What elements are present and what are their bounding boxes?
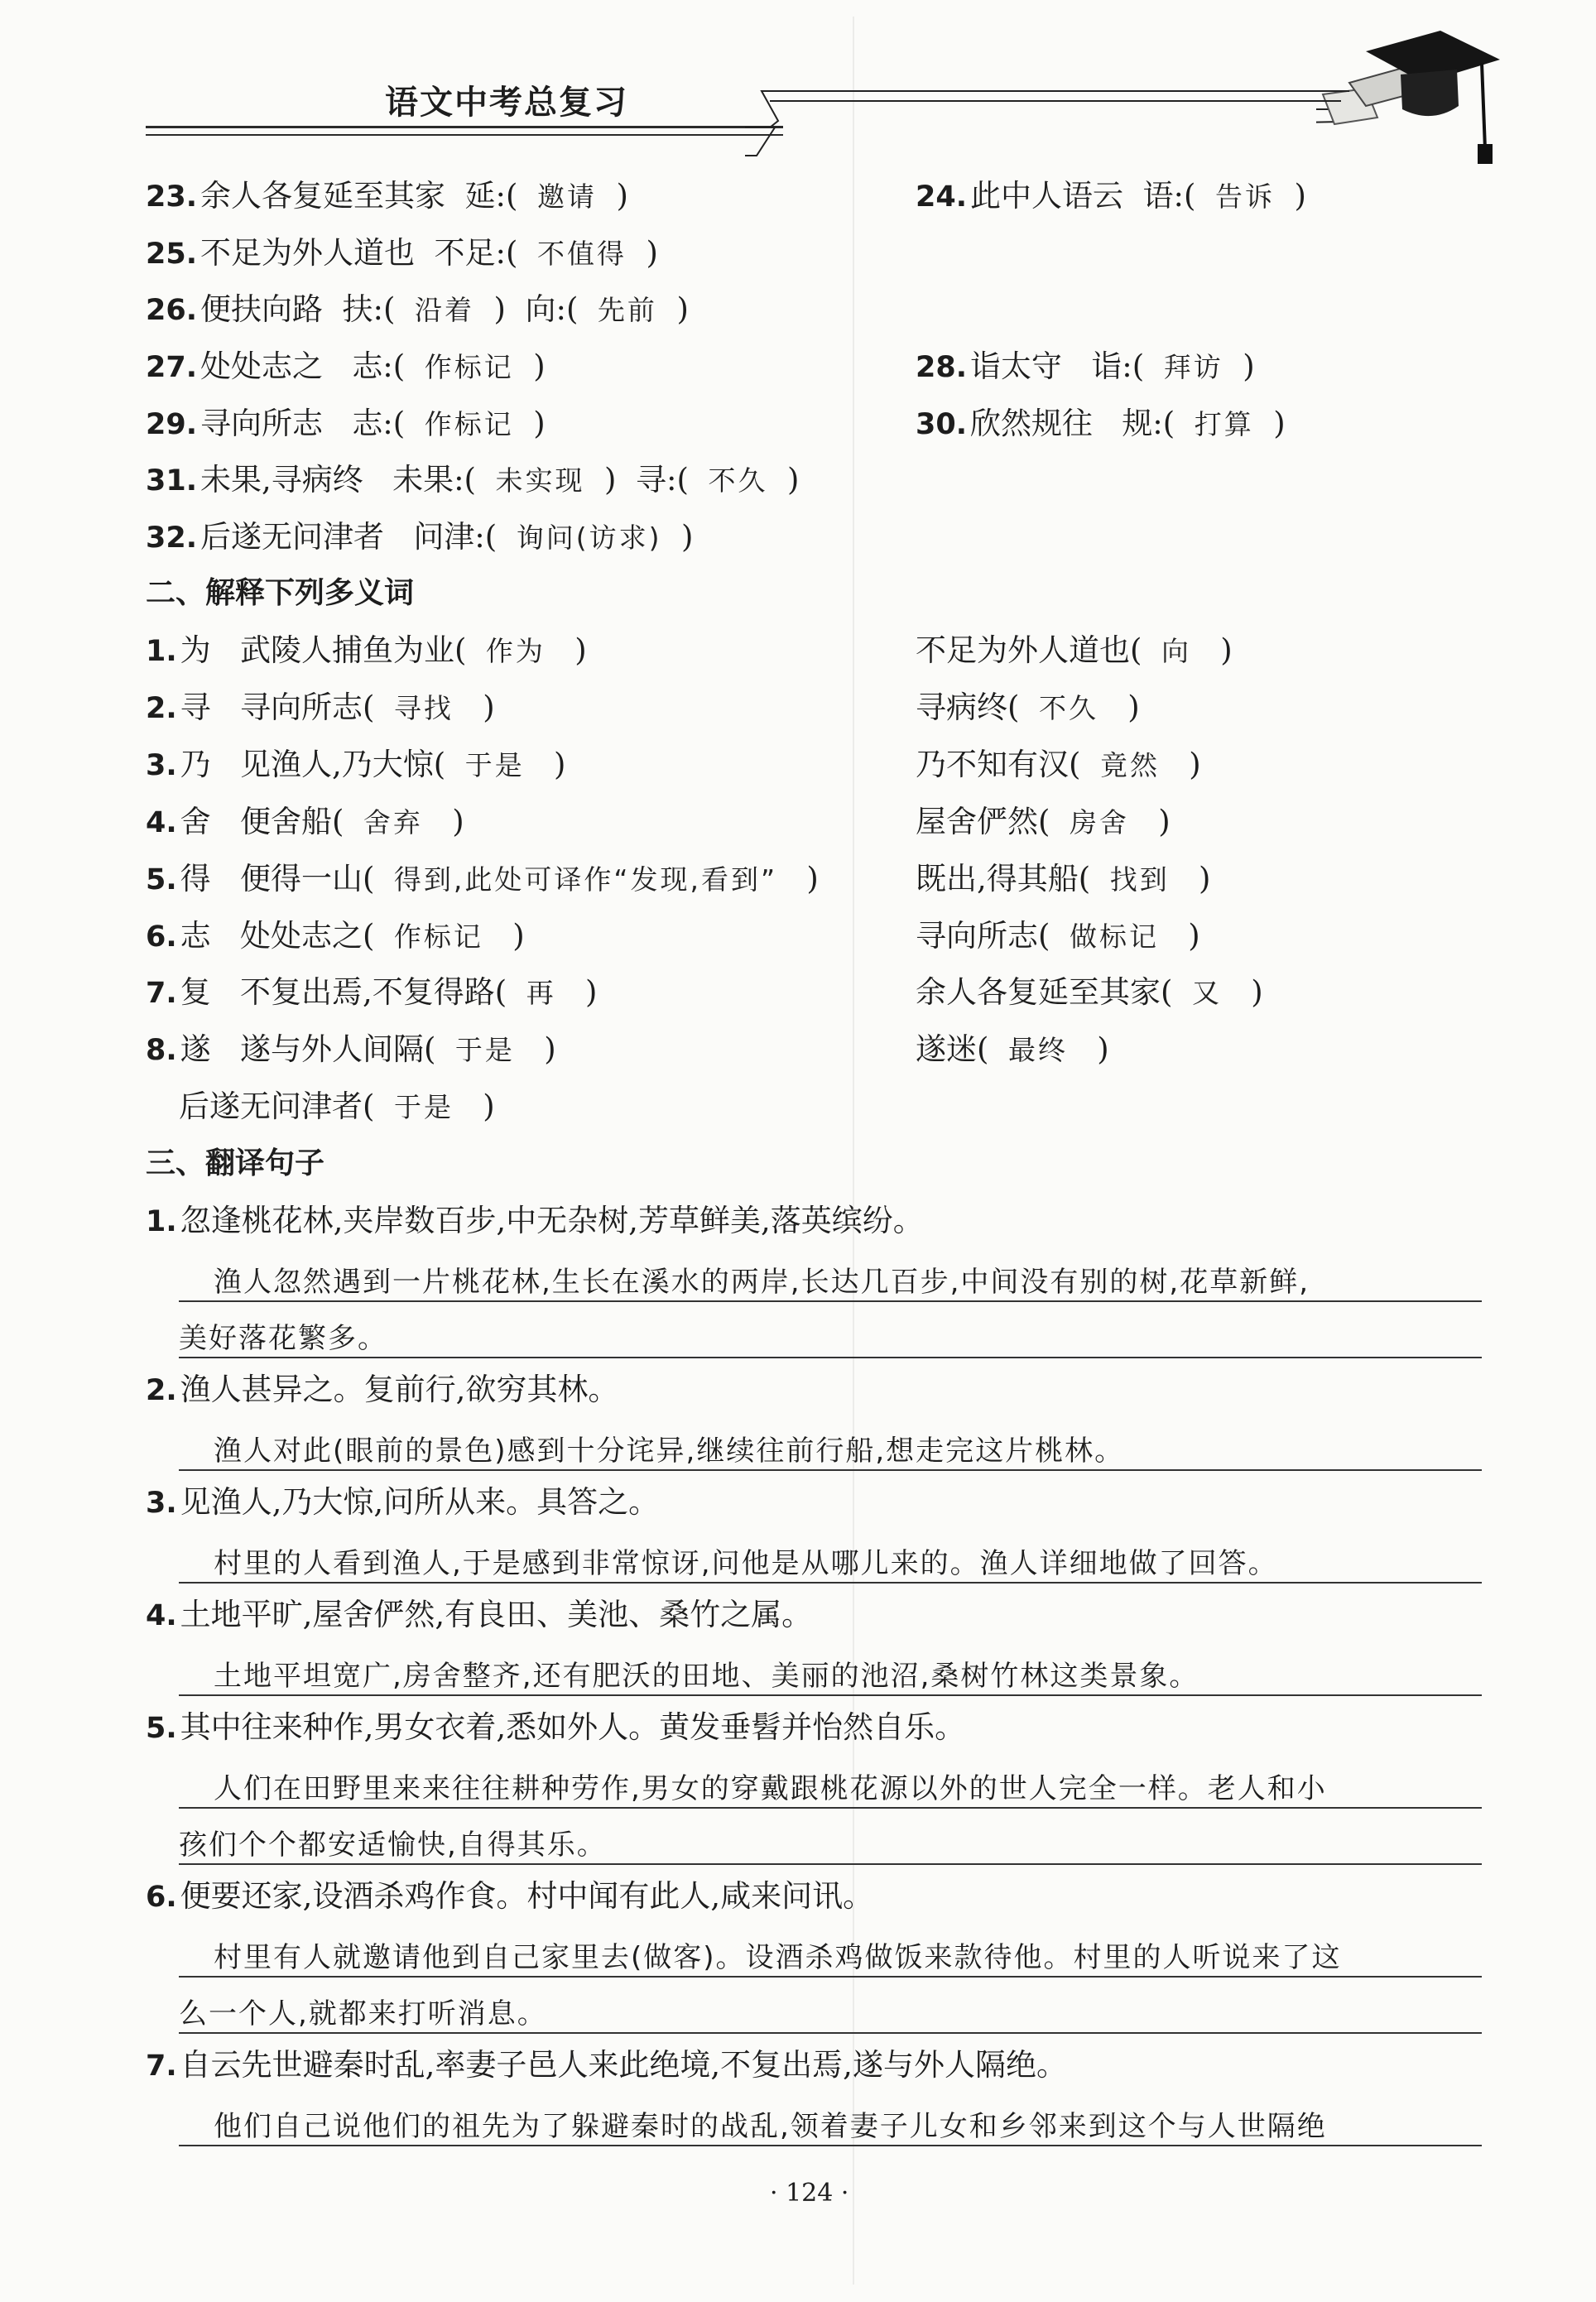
vocab-item: 25. 不足为外人道也 不足:( 不值得 )	[146, 235, 658, 271]
polysemy-item: 6. 志 处处志之( 作标记 )	[146, 918, 525, 954]
translation-answer-line: 村里的人看到渔人,于是感到非常惊讶,问他是从哪儿来的。渔人详细地做了回答。	[214, 1547, 1278, 1580]
translation-answer-line: 村里有人就邀请他到自己家里去(做客)。设酒杀鸡做饭来款待他。村里的人听说来了这	[214, 1941, 1342, 1974]
vocab-item: 31. 未果,寻病终 未果:( 未实现 ) 寻:( 不久 )	[146, 462, 800, 497]
translation-answer-line: 他们自己说他们的祖先为了躲避秦时的战乱,领着妻子儿女和乡邻来到这个与人世隔绝	[214, 2110, 1327, 2143]
polysemy-item-right: 寻向所志( 做标记 )	[916, 918, 1200, 954]
answer-underline	[179, 1582, 1482, 1584]
answer-underline	[179, 1300, 1482, 1302]
answer-underline	[179, 1357, 1482, 1358]
translation-question: 7. 自云先世避秦时乱,率妻子邑人来此绝境,不复出焉,遂与外人隔绝。	[146, 2047, 1067, 2083]
header-rule	[146, 126, 783, 128]
answer-underline	[179, 2032, 1482, 2034]
polysemy-item: 2. 寻 寻向所志( 寻找 )	[146, 690, 495, 725]
translation-answer-line: 美好落花繁多。	[179, 1322, 387, 1355]
translation-question: 1. 忽逢桃花林,夹岸数百步,中无杂树,芳草鲜美,落英缤纷。	[146, 1203, 924, 1238]
polysemy-item: 1. 为 武陵人捕鱼为业( 作为 )	[146, 632, 587, 668]
polysemy-item: 7. 复 不复出焉,不复得路( 再 )	[146, 974, 598, 1010]
polysemy-item-right: 遂迷( 最终 )	[916, 1031, 1109, 1067]
vocab-item: 29. 寻向所志 志:( 作标记 )	[146, 406, 546, 441]
vocab-item: 32. 后遂无问津者 问津:( 询问(访求) )	[146, 519, 694, 555]
vocab-item: 30. 欣然规往 规:( 打算 )	[916, 406, 1286, 441]
polysemy-item-right: 屋舍俨然( 房舍 )	[916, 804, 1171, 839]
polysemy-item: 4. 舍 便舍船( 舍弃 )	[146, 804, 464, 839]
page-title: 语文中考总复习	[385, 83, 628, 122]
answer-underline	[179, 1694, 1482, 1696]
translation-answer-line: 么一个人,就都来打听消息。	[179, 1997, 547, 2030]
polysemy-extra: 后遂无问津者( 于是 )	[179, 1089, 495, 1124]
translation-question: 3. 见渔人,乃大惊,问所从来。具答之。	[146, 1484, 660, 1520]
polysemy-item-right: 余人各复延至其家( 又 )	[916, 974, 1263, 1010]
vocab-item: 28. 诣太守 诣:( 拜访 )	[916, 348, 1255, 384]
polysemy-item: 5. 得 便得一山( 得到,此处可译作“发现,看到” )	[146, 861, 819, 896]
translation-question: 6. 便要还家,设酒杀鸡作食。村中闻有此人,咸来问讯。	[146, 1878, 874, 1914]
answer-underline	[179, 1807, 1482, 1809]
answer-underline	[179, 2145, 1482, 2146]
answer-underline	[179, 1469, 1482, 1471]
translation-answer-line: 渔人忽然遇到一片桃花林,生长在溪水的两岸,长达几百步,中间没有别的树,花草新鲜,	[214, 1266, 1310, 1299]
page-number: · 124 ·	[770, 2179, 849, 2208]
polysemy-item-right: 既出,得其船( 找到 )	[916, 861, 1211, 896]
answer-underline	[179, 1976, 1482, 1978]
vocab-item: 27. 处处志之 志:( 作标记 )	[146, 348, 546, 384]
polysemy-item: 3. 乃 见渔人,乃大惊( 于是 )	[146, 747, 566, 782]
translation-question: 2. 渔人甚异之。复前行,欲穷其林。	[146, 1372, 619, 1407]
translation-question: 4. 土地平旷,屋舍俨然,有良田、美池、桑竹之属。	[146, 1597, 813, 1632]
header-rule-thin	[146, 134, 783, 136]
vocab-item: 23. 余人各复延至其家 延:( 邀请 )	[146, 178, 628, 214]
translation-answer-line: 人们在田野里来来往往耕种劳作,男女的穿戴跟桃花源以外的世人完全一样。老人和小	[214, 1772, 1327, 1805]
answer-underline	[179, 1863, 1482, 1865]
polysemy-item-right: 寻病终( 不久 )	[916, 690, 1140, 725]
translation-answer-line: 孩们个个都安适愉快,自得其乐。	[179, 1829, 607, 1862]
vocab-item: 26. 便扶向路 扶:( 沿着 ) 向:( 先前 )	[146, 291, 689, 327]
section-title: 三、翻译句子	[146, 1146, 325, 1180]
vocab-item: 24. 此中人语云 语:( 告诉 )	[916, 178, 1306, 214]
polysemy-item-right: 不足为外人道也( 向 )	[916, 632, 1233, 668]
polysemy-item: 8. 遂 遂与外人间隔( 于是 )	[146, 1031, 556, 1067]
translation-answer-line: 土地平坦宽广,房舍整齐,还有肥沃的田地、美丽的池沼,桑树竹林这类景象。	[214, 1660, 1199, 1693]
translation-answer-line: 渔人对此(眼前的景色)感到十分诧异,继续往前行船,想走完这片桃林。	[214, 1435, 1125, 1468]
section-title: 二、解释下列多义词	[146, 576, 415, 610]
polysemy-item-right: 乃不知有汉( 竟然 )	[916, 747, 1201, 782]
translation-question: 5. 其中往来种作,男女衣着,悉如外人。黄发垂髫并怡然自乐。	[146, 1709, 966, 1745]
